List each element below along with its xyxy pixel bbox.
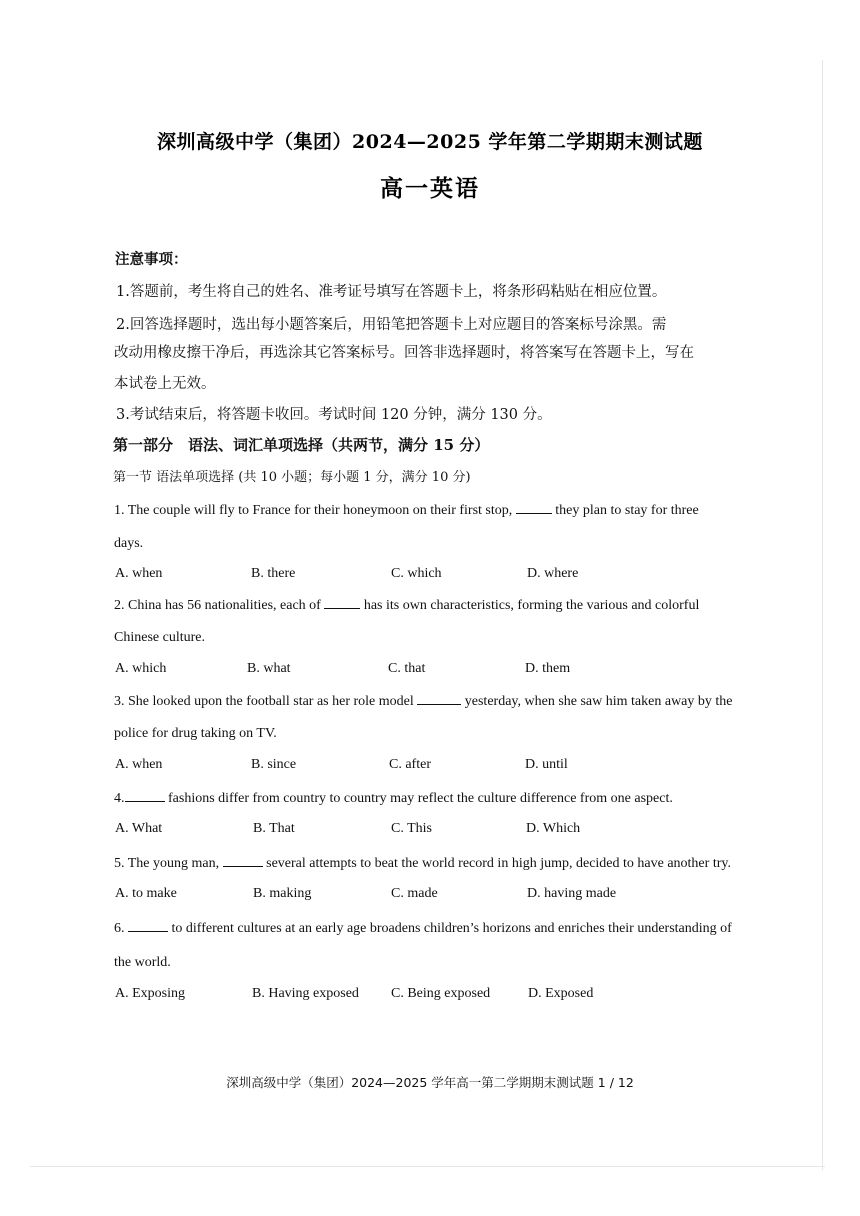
question-options	[115, 566, 755, 586]
question-stem-continued: the world.	[114, 955, 171, 970]
answer-blank	[125, 789, 165, 802]
notice-item: 3.考试结束后，将答题卡收回。考试时间 120 分钟，满分 130 分。	[116, 407, 552, 423]
option-c: C. which	[391, 566, 442, 581]
answer-blank	[128, 919, 168, 932]
option-b: B. Having exposed	[252, 986, 359, 1001]
answer-blank	[223, 854, 263, 867]
exam-title: 深圳高级中学（集团）2024—2025 学年第二学期期末测试题	[157, 131, 703, 153]
notice-item: 改动用橡皮擦干净后，再选涂其它答案标号。回答非选择题时，将答案写在答题卡上，写在	[114, 345, 694, 361]
notice-item: 2.回答选择题时，选出每小题答案后，用铅笔把答题卡上对应题目的答案标号涂黑。需	[116, 317, 667, 333]
option-b: B. there	[251, 566, 296, 581]
question-stem-continued: Chinese culture.	[114, 630, 205, 645]
question-stem-continued: days.	[114, 536, 144, 551]
option-a: A. when	[115, 757, 163, 772]
option-b: B. making	[253, 886, 312, 901]
option-c: C. Being exposed	[391, 986, 491, 1001]
notice-heading: 注意事项：	[115, 251, 188, 268]
question-options	[115, 661, 755, 681]
section-heading: 第一节 语法单项选择 (共 10 小题；每小题 1 分，满分 10 分)	[113, 470, 471, 485]
answer-blank	[417, 692, 461, 705]
question-stem-continued: police for drug taking on TV.	[114, 726, 277, 741]
option-d: D. until	[525, 757, 568, 772]
part-heading: 第一部分 语法、词汇单项选择（共两节，满分 15 分）	[113, 436, 490, 454]
option-c: C. after	[389, 757, 431, 772]
question-stem: 1. The couple will fly to France for their honeymoon on their first stop, they plan to stay for three	[114, 503, 699, 518]
option-a: A. when	[115, 566, 163, 581]
answer-blank	[516, 501, 552, 514]
option-a: A. to make	[115, 886, 177, 901]
option-c: C. that	[388, 661, 426, 676]
question-stem: 2. China has 56 nationalities, each of has its own characteristics, forming the various and colorful	[114, 598, 700, 613]
option-a: A. What	[115, 821, 163, 836]
option-a: A. which	[115, 661, 167, 676]
footer-text: 深圳高级中学（集团）2024—2025 学年高一第二学期期末测试题	[226, 1075, 594, 1090]
question-stem: 6. to different cultures at an early age broadens children’s horizons and enriches their understanding of	[114, 921, 732, 936]
question-options	[115, 757, 755, 777]
option-b: B. what	[247, 661, 291, 676]
option-b: B. since	[251, 757, 297, 772]
option-c: C. made	[391, 886, 438, 901]
exam-subject: 高一英语	[380, 175, 480, 202]
option-d: D. them	[525, 661, 571, 676]
scan-edge	[30, 1166, 825, 1167]
notice-item: 本试卷上无效。	[114, 376, 216, 392]
option-d: D. Exposed	[528, 986, 594, 1001]
option-b: B. That	[253, 821, 295, 836]
question-stem: 3. She looked upon the football star as her role model yesterday, when she saw him taken away by the	[114, 694, 733, 709]
question-options	[115, 986, 755, 1006]
answer-blank	[324, 596, 360, 609]
question-stem: 5. The young man, several attempts to beat the world record in high jump, decided to have another try.	[114, 856, 731, 871]
page-footer	[0, 1073, 860, 1091]
notice-item: 1.答题前，考生将自己的姓名、准考证号填写在答题卡上，将条形码粘贴在相应位置。	[116, 284, 667, 300]
page-number: 1 / 12	[597, 1075, 634, 1090]
option-d: D. where	[527, 566, 579, 581]
option-a: A. Exposing	[115, 986, 185, 1001]
question-stem: 4. fashions differ from country to country may reflect the culture difference from one aspect.	[114, 791, 673, 806]
question-options	[115, 886, 755, 906]
scan-edge	[822, 60, 823, 1170]
question-options	[115, 821, 755, 841]
option-c: C. This	[391, 821, 432, 836]
option-d: D. Which	[526, 821, 581, 836]
option-d: D. having made	[527, 886, 617, 901]
